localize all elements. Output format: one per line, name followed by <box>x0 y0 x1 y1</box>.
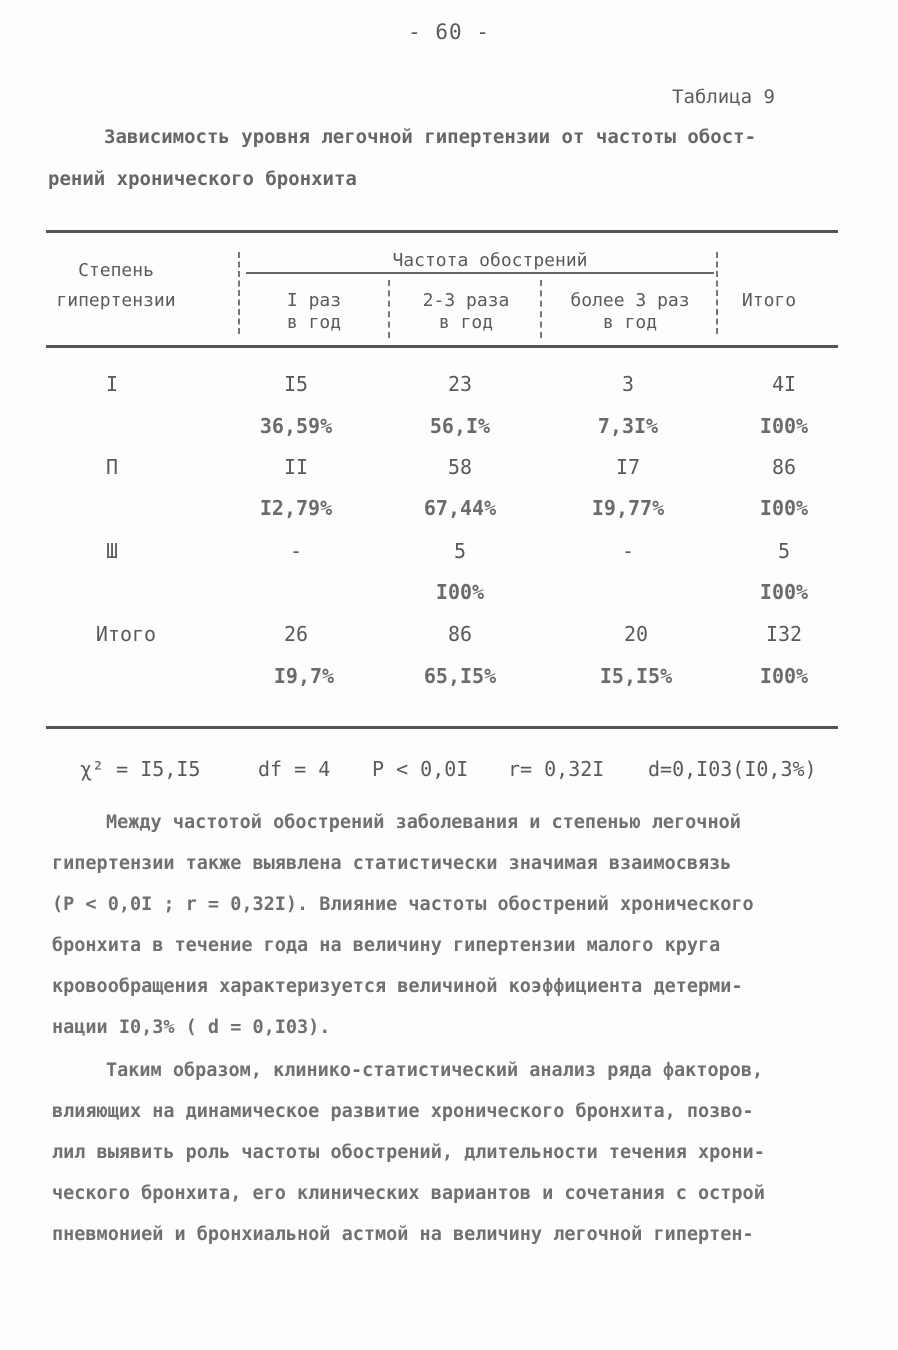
row-label: Ш <box>105 539 119 563</box>
table-cell: II <box>283 455 309 479</box>
table-cell-percent: 67,44% <box>423 496 497 520</box>
table-cell-total: 4I <box>771 372 797 396</box>
table-cell-percent: 56,I% <box>429 414 491 438</box>
text-line: бронхита в течение года на величину гипертензии малого круга <box>52 935 721 956</box>
header-degree-line2: гипертензии <box>56 290 176 311</box>
stat-df: df = 4 <box>258 757 331 781</box>
text-line: пневмонией и бронхиальной астмой на величину легочной гипертен- <box>52 1224 754 1245</box>
table-cell-percent: I9,7% <box>273 664 335 688</box>
text-line: влияющих на динамическое развитие хронического бронхита, позво- <box>52 1101 754 1122</box>
header-col-more-3-line1: более 3 раз <box>570 290 690 311</box>
table-cell: 5 <box>453 539 467 563</box>
header-col-2-3-line2: в год <box>438 312 494 333</box>
table-cell: 86 <box>447 622 473 646</box>
stat-d: d=0,I03(I0,3%) <box>648 757 817 781</box>
text-line: (P < 0,0I ; r = 0,32I). Влияние частоты обострений хронического <box>52 894 754 915</box>
table-cell-total: I32 <box>765 622 803 646</box>
row-label: Итого <box>95 622 157 646</box>
table-cell-percent: I00% <box>435 580 485 604</box>
header-degree-line1: Степень <box>78 260 154 281</box>
header-col-once-line2: в год <box>286 312 342 333</box>
table-cell: - <box>289 539 303 563</box>
header-col-more-3 <box>546 290 714 334</box>
text-line: нации I0,3% ( d = 0,I03). <box>52 1017 331 1038</box>
table-cell-percent: I5,I5% <box>599 664 673 688</box>
column-separator <box>540 280 542 338</box>
column-separator <box>238 252 240 334</box>
table-cell-percent: I2,79% <box>259 496 333 520</box>
header-col-2-3-line1: 2-3 раза <box>422 290 510 311</box>
table-cell-percent: I00% <box>759 580 809 604</box>
table-caption-line2: рений хронического бронхита <box>48 168 357 190</box>
table-cell-total: 86 <box>771 455 797 479</box>
header-total: Итого <box>741 290 797 311</box>
page-number: - 60 - <box>408 20 490 44</box>
text-line: кровообращения характеризуется величиной коэффициента детерми- <box>52 976 743 997</box>
text-line: лил выявить роль частоты обострений, длительности течения хрони- <box>52 1142 765 1163</box>
column-separator <box>388 280 390 338</box>
stat-chi-square: χ² = I5,I5 <box>80 757 201 781</box>
table-cell-percent: 36,59% <box>259 414 333 438</box>
header-frequency-group: Частота обострений <box>392 250 588 271</box>
text-line: Между частотой обострений заболевания и степенью легочной <box>106 812 741 833</box>
table-header-rule <box>46 345 838 348</box>
text-line: Таким образом, клинико-статистический анализ ряда факторов, <box>106 1060 764 1081</box>
column-separator <box>716 252 718 334</box>
stat-r: r= 0,32I <box>508 757 605 781</box>
table-cell: 3 <box>621 372 635 396</box>
table-cell: 26 <box>283 622 309 646</box>
table-top-rule <box>46 230 838 233</box>
table-cell-total: 5 <box>777 539 791 563</box>
table-cell-percent: I00% <box>759 664 809 688</box>
table-cell: - <box>621 539 635 563</box>
header-col-more-3-line2: в год <box>602 312 658 333</box>
table-cell: 20 <box>623 622 649 646</box>
table-cell-percent: I00% <box>759 496 809 520</box>
row-label: П <box>105 455 119 479</box>
table-cell-percent: I00% <box>759 414 809 438</box>
group-header-underline <box>246 272 714 274</box>
row-label: I <box>105 372 119 396</box>
table-cell-percent: 7,3I% <box>597 414 659 438</box>
table-bottom-rule <box>46 726 838 729</box>
table-cell-percent: 65,I5% <box>423 664 497 688</box>
header-col-2-3 <box>394 290 538 334</box>
header-col-once-line1: I раз <box>286 290 342 311</box>
text-line: ческого бронхита, его клинических вариантов и сочетания с острой <box>52 1183 765 1204</box>
table-label: Таблица 9 <box>672 86 775 108</box>
table-caption-line1: Зависимость уровня легочной гипертензии от частоты обост- <box>104 126 757 148</box>
text-line: гипертензии также выявлена статистически значимая взаимосвязь <box>52 853 732 874</box>
header-degree <box>56 260 176 312</box>
stat-p: P < 0,0I <box>372 757 469 781</box>
table-cell: I5 <box>283 372 309 396</box>
header-col-once <box>244 290 384 334</box>
table-cell: 23 <box>447 372 473 396</box>
table-cell-percent: I9,77% <box>591 496 665 520</box>
table-cell: I7 <box>615 455 641 479</box>
table-cell: 58 <box>447 455 473 479</box>
